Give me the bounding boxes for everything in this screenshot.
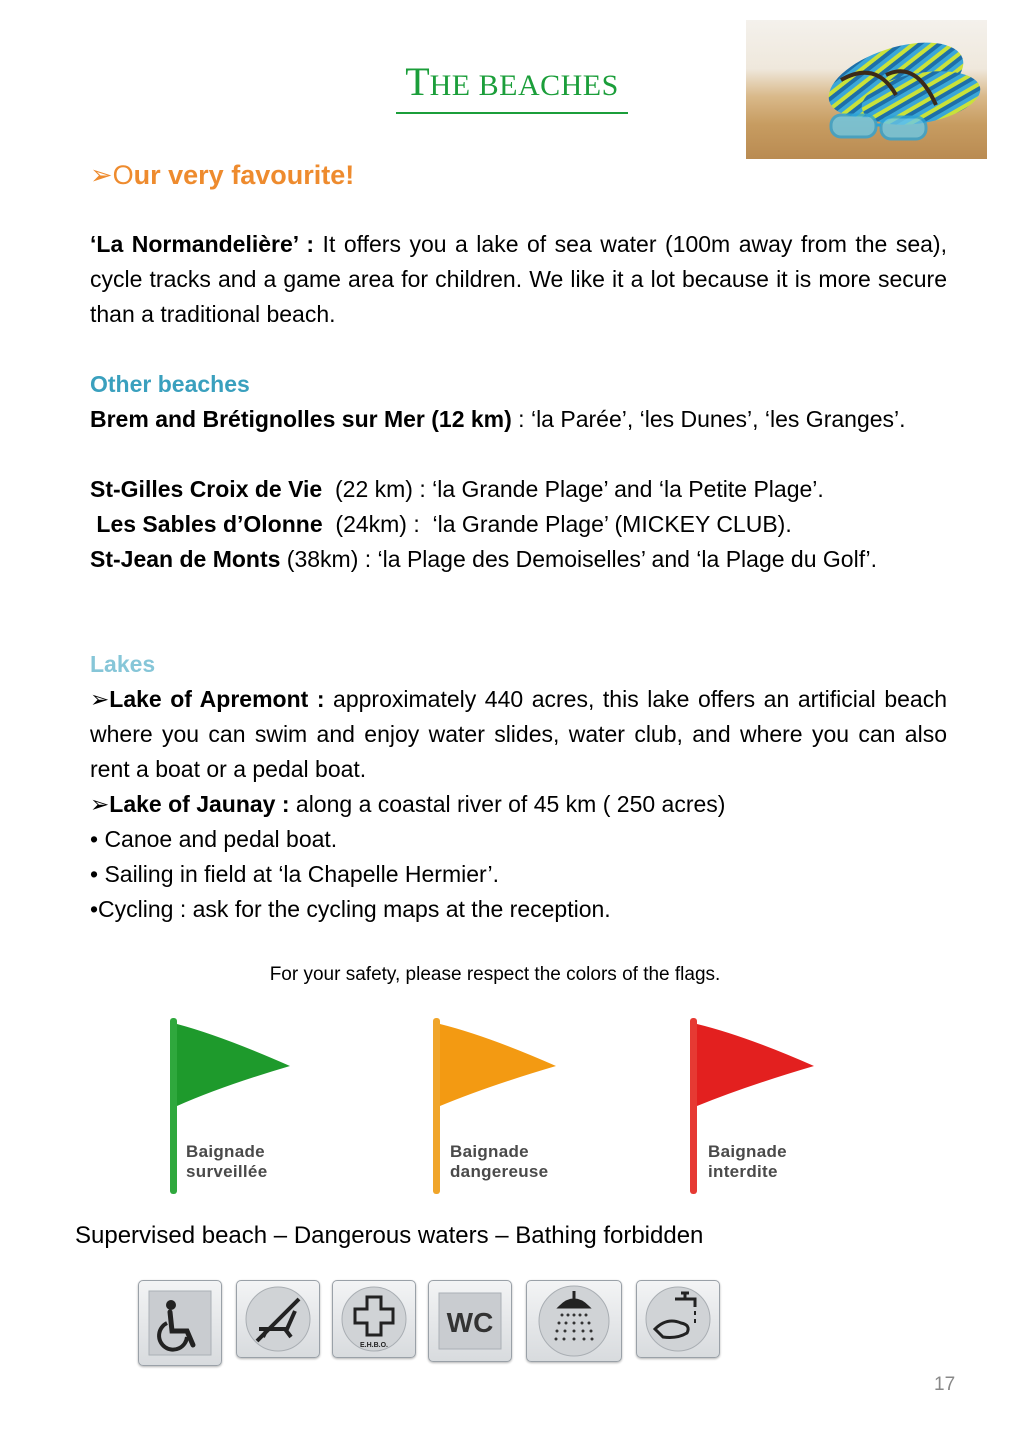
list-item: • Canoe and pedal boat. [90, 826, 338, 852]
favourite-heading: ➢Our very favourite! [90, 160, 355, 190]
list-item: • Sailing in field at ‘la Chapelle Hermier’. [90, 861, 500, 887]
page-number: 17 [934, 1374, 956, 1395]
safety-note: For your safety, please respect the colors of the flags. [269, 964, 721, 985]
svg-text:E.H.B.O.: E.H.B.O. [359, 1342, 389, 1349]
normandeliere-paragraph: ‘La Normandelière’ : It offers you a lake of sea water (100m away from the sea), cycle tracks and a game area for children. We like it a lot because it is more secure than a traditional beach. [90, 231, 947, 327]
green-flag: Baignade surveillée [162, 1014, 332, 1196]
wc-icon [428, 1280, 512, 1362]
page-title: THE BEACHES [405, 59, 619, 104]
no-deckchair-icon [236, 1280, 320, 1358]
apremont-paragraph: ➢Lake of Apremont : approximately 440 acres, this lake offers an artificial beach where you can swim and enjoy water slides, water club, and where you can also rent a boat or a pedal boat. [90, 686, 947, 782]
brem-paragraph: Brem and Brétignolles sur Mer (12 km) : ‘la Parée’, ‘les Dunes’, ‘les Granges’. [90, 406, 906, 432]
st-jean-paragraph: St-Jean de Monts (38km) : ‘la Plage des Demoiselles’ and ‘la Plage du Golf’. [90, 546, 877, 572]
st-gilles-line: St-Gilles Croix de Vie (22 km) : ‘la Grande Plage’ and ‘la Petite Plage’. [90, 476, 824, 502]
les-sables-line: Les Sables d’Olonne (24km) : ‘la Grande Plage’ (MICKEY CLUB). [90, 511, 792, 537]
orange-flag: Baignade dangereuse [428, 1014, 598, 1196]
jaunay-line: ➢Lake of Jaunay : along a coastal river of 45 km ( 250 acres) [90, 791, 726, 817]
red-flag: Baignade interdite [686, 1014, 856, 1196]
hand-wash-icon [636, 1280, 720, 1358]
svg-text:WC: WC [446, 1307, 494, 1338]
title-underline [396, 112, 628, 114]
flip-flops-photo [746, 20, 987, 159]
other-beaches-heading: Other beaches [90, 371, 250, 397]
flags-caption: Supervised beach – Dangerous waters – Bathing forbidden [75, 1222, 704, 1249]
wheelchair-icon [138, 1280, 222, 1366]
lakes-heading: Lakes [90, 651, 156, 677]
list-item: •Cycling : ask for the cycling maps at the reception. [90, 896, 611, 922]
first-aid-icon [332, 1280, 416, 1358]
shower-icon [526, 1280, 622, 1362]
